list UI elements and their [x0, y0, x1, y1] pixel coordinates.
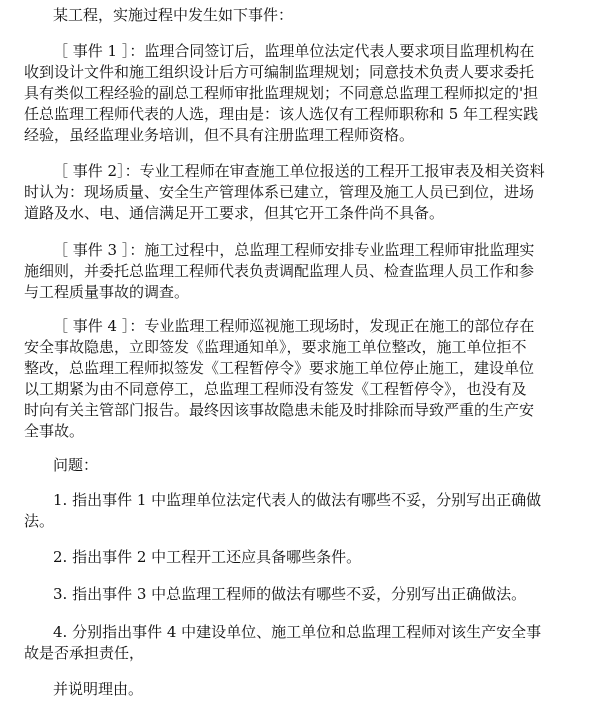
event-4-line-3: 整改，总监理工程师拟签发《工程暂停令》要求施工单位停止施工，建设单位 — [24, 359, 535, 377]
event-3-line-2: 施细则，并委托总监理工程师代表负责调配监理人员、检查监理人员工作和参 — [24, 262, 535, 280]
question-1-line-1: 1. 指出事件 1 中监理单位法定代表人的做法有哪些不妥，分别写出正确做 — [53, 491, 542, 509]
event-4-line-5: 时向有关主管部门报告。最终因该事故隐患未能及时排除而导致严重的生产安 — [24, 401, 535, 419]
event-3-line-1: ［ 事件 3 ］：施工过程中，总监理工程师安排专业监理工程师审批监理实 — [53, 241, 535, 259]
event-1-line-1: ［ 事件 1 ］：监理合同签订后，监理单位法定代表人要求项目监理机构在 — [53, 42, 535, 60]
event-2-line-1: ［ 事件 2］：专业工程师在审查施工单位报送的工程开工报审表及相关资料 — [53, 162, 545, 180]
question-2: 2. 指出事件 2 中工程开工还应具备哪些条件。 — [53, 548, 362, 566]
question-4-line-2: 故是否承担责任， — [24, 644, 145, 662]
event-1-line-4: 任总监理工程师代表的人选，理由是：该人选仅有工程师职称和 5 年工程实践 — [24, 105, 539, 123]
event-1-line-2: 收到设计文件和施工组织设计后方可编制监理规划；同意技术负责人要求委托 — [24, 63, 535, 81]
question-3: 3. 指出事件 3 中总监理工程师的做法有哪些不妥，分别写出正确做法。 — [53, 585, 527, 603]
closing-line: 并说明理由。 — [53, 680, 144, 698]
question-4-line-1: 4. 分别指出事件 4 中建设单位、施工单位和总监理工程师对该生产安全事 — [53, 623, 542, 641]
event-4-line-4: 以工期紧为由不同意停工，总监理工程师没有签发《工程暂停令》，也没有及 — [24, 380, 527, 398]
event-3-line-3: 与工程质量事故的调查。 — [24, 283, 190, 301]
intro-line: 某工程，实施过程中发生如下事件： — [53, 6, 294, 24]
questions-heading: 问题： — [53, 456, 99, 474]
event-2-line-2: 时认为：现场质量、安全生产管理体系已建立，管理及施工人员已到位，进场 — [24, 183, 535, 201]
event-1-line-3: 具有类似工程经验的副总工程师审批监理规划；不同意总监理工程师拟定的'担 — [24, 84, 539, 102]
event-4-line-1: ［ 事件 4 ］：专业监理工程师巡视施工现场时，发现正在施工的部位存在 — [53, 317, 535, 335]
event-2-line-3: 道路及水、电、通信满足开工要求，但其它开工条件尚不具备。 — [24, 204, 445, 222]
event-1-line-5: 经验，虽经监理业务培训，但不具有注册监理工程师资格。 — [24, 126, 415, 144]
question-1-line-2: 法。 — [24, 512, 55, 530]
event-4-line-2: 安全事故隐患，立即签发《监理通知单》，要求施工单位整改，施工单位拒不 — [24, 338, 527, 356]
event-4-line-6: 全事故。 — [24, 422, 85, 440]
